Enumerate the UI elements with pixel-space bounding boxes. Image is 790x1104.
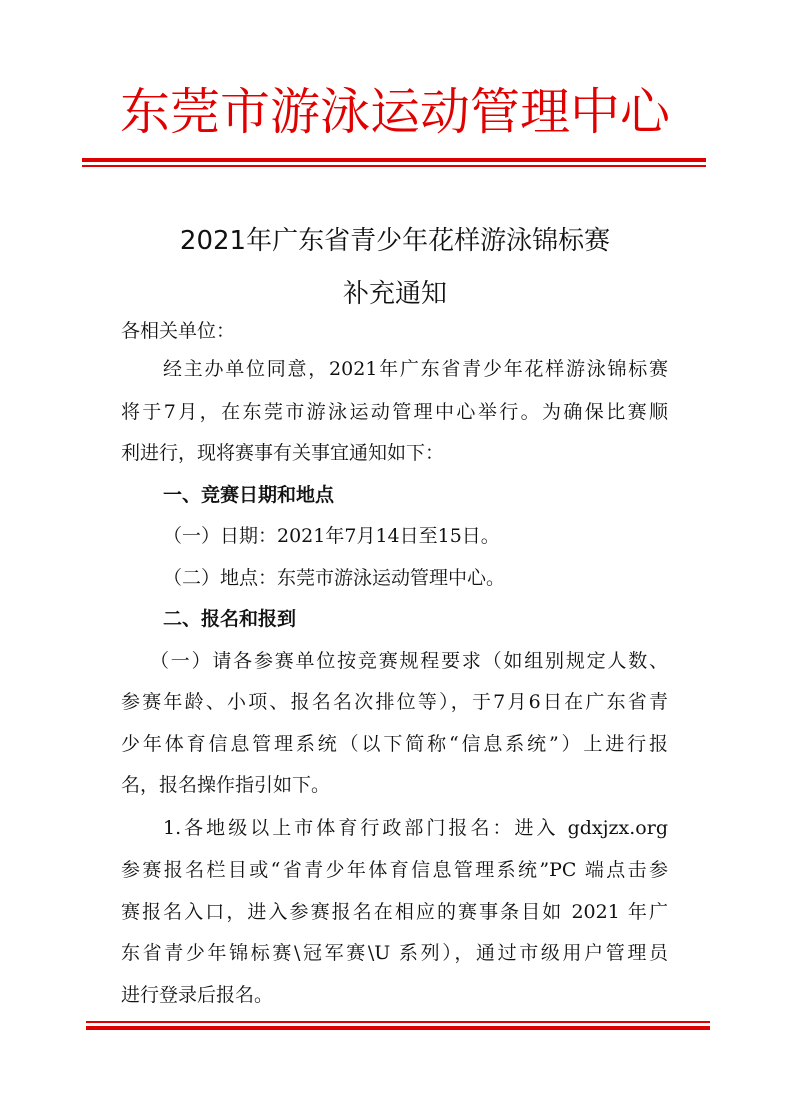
document-title-line2: 补充通知 — [342, 279, 447, 309]
section-2-para1-line-1: （一）请各参赛单位按竞赛规程要求（如组别规定人数、 — [150, 650, 668, 672]
org-header-title: 东莞市游泳运动管理中心 — [120, 83, 670, 141]
header-rule-thin — [82, 165, 706, 167]
section-2-para2-line-2: 参赛报名栏目或“省青少年体育信息管理系统”PC 端点击参 — [121, 859, 668, 881]
intro-line-3: 利进行，现将赛事有关事宜通知如下： — [121, 442, 445, 464]
section-2-para2-line-1: 1.各地级以上市体育行政部门报名：进入 gdxjzx.org — [163, 817, 668, 839]
section-2-para2-line-3: 赛报名入口，进入参赛报名在相应的赛事条目如 2021 年广 — [121, 901, 668, 923]
intro-line-2: 将于7月，在东莞市游泳运动管理中心举行。为确保比赛顺 — [121, 401, 668, 423]
header-rule-thick — [82, 158, 706, 162]
section-1-item-location: （二）地点：东莞市游泳运动管理中心。 — [163, 567, 506, 589]
section-2-para1-line-4: 名，报名操作指引如下。 — [121, 774, 331, 796]
section-2-para2-line-5: 进行登录后报名。 — [121, 984, 274, 1006]
document-title-line1: 2021年广东省青少年花样游泳锦标赛 — [179, 226, 611, 256]
footer-rule-thin — [86, 1021, 710, 1023]
intro-line-1: 经主办单位同意，2021年广东省青少年花样游泳锦标赛 — [163, 358, 668, 380]
section-1-heading: 一、竞赛日期和地点 — [163, 484, 335, 506]
section-2-para2-line-4: 东省青少年锦标赛\冠军赛\U 系列），通过市级用户管理员 — [121, 942, 668, 964]
section-2-para1-line-2: 参赛年龄、小项、报名名次排位等），于7月6日在广东省青 — [121, 691, 668, 713]
section-1-item-date: （一）日期：2021年7月14日至15日。 — [163, 525, 500, 547]
salutation: 各相关单位： — [121, 320, 236, 342]
footer-rule-thick — [86, 1026, 710, 1030]
section-2-para1-line-3: 少年体育信息管理系统（以下简称“信息系统”）上进行报 — [121, 733, 668, 755]
section-2-heading: 二、报名和报到 — [163, 608, 297, 630]
